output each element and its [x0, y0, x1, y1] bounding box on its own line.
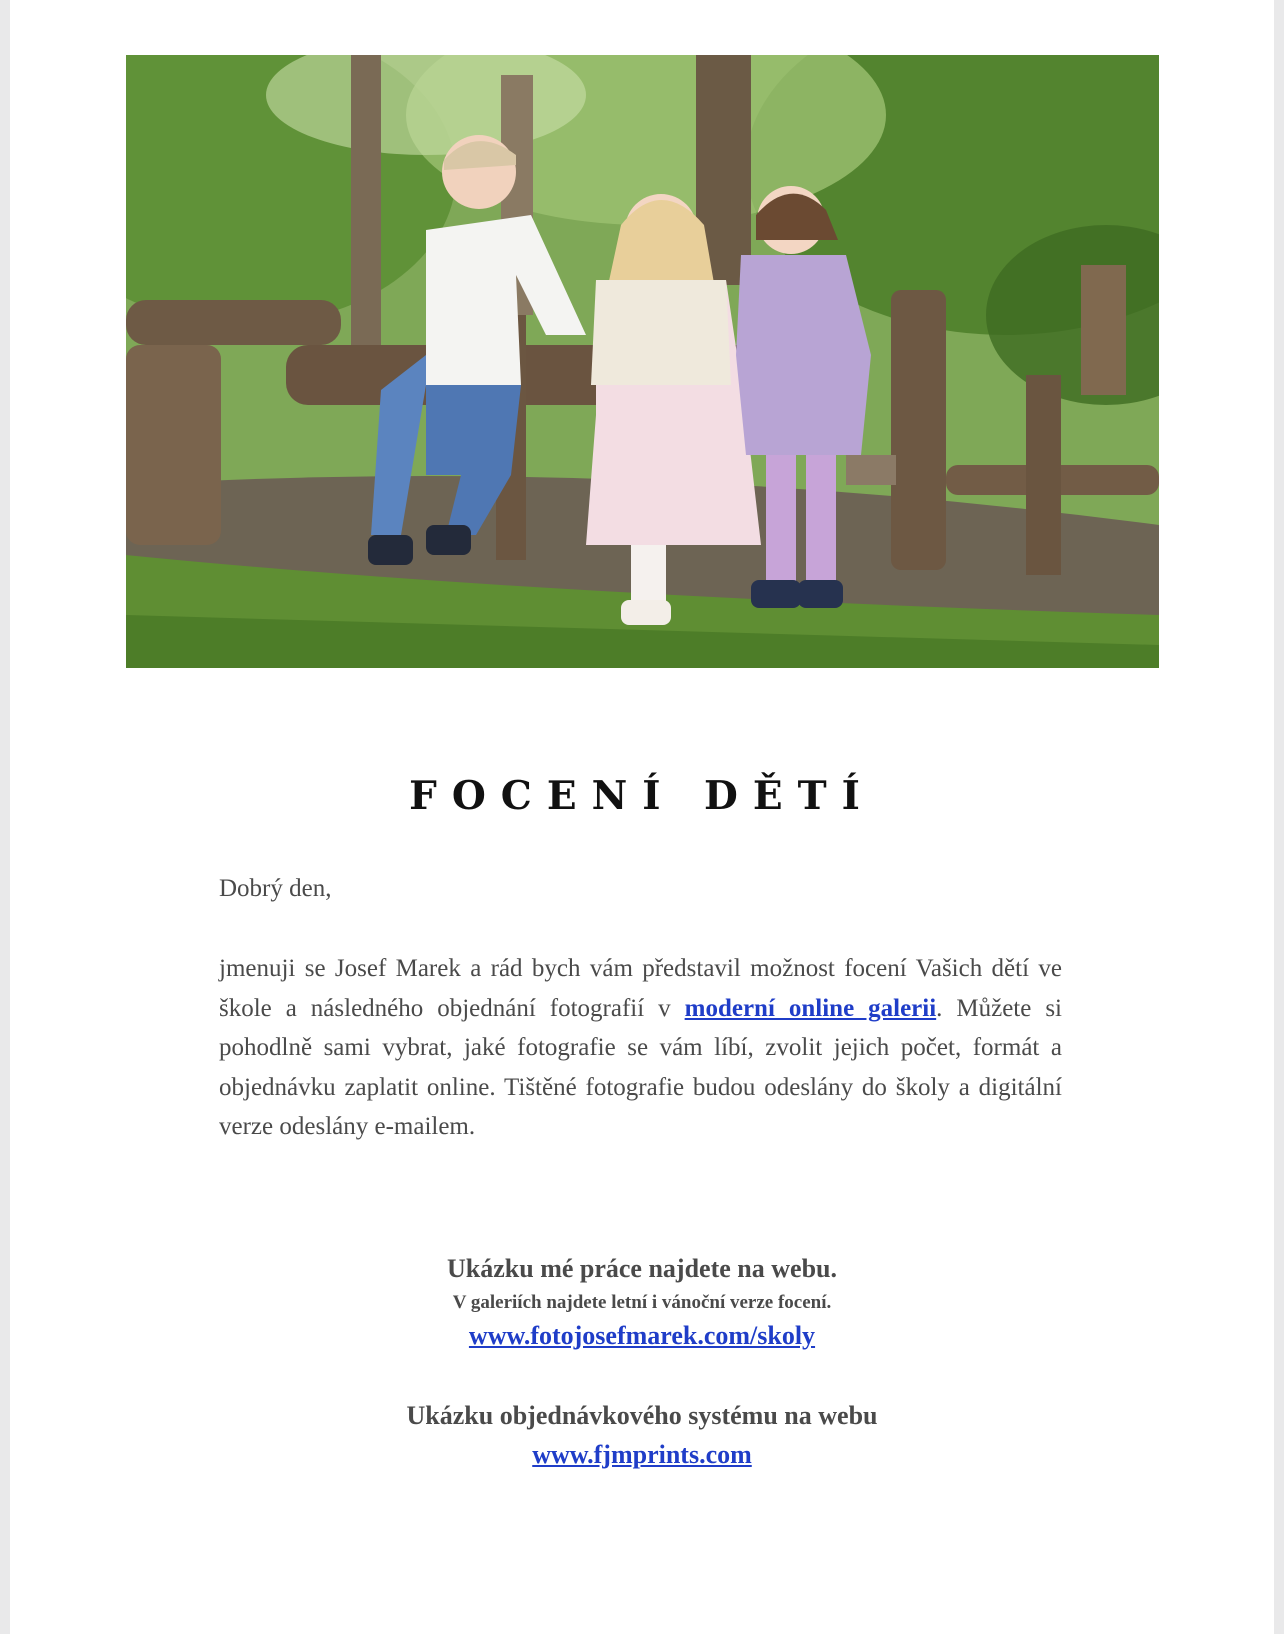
hero-photo-children — [126, 55, 1159, 668]
online-gallery-link[interactable]: moderní online galerii — [684, 994, 937, 1022]
work-heading: Ukázku mé práce najdete na webu. — [447, 1254, 837, 1283]
order-url-line — [10, 1439, 1274, 1471]
greeting: Dobrý den, — [219, 875, 332, 902]
page-title: FOCENÍ DĚTÍ — [409, 773, 875, 819]
fotojosefmarek-link[interactable]: www.fotojosefmarek.com/skoly — [468, 1321, 816, 1350]
intro-text-start: jmenuji se Josef Marek a rád bych vám představil možnost focení Vašich dětí ve škole a následného objednání fotografií v — [219, 955, 1062, 1022]
hero-photo-illustration — [126, 55, 1159, 668]
intro-text-end: . Můžete si pohodlně sami vybrat, jaké fotografie se vám líbí, zvolit jejich počet, formát a objednávku zaplatit online. Tištěné fotografie budou odeslány do školy a digitální verze odeslány e-mailem. — [219, 994, 1062, 1140]
document-page — [10, 0, 1274, 1634]
work-url-line — [10, 1320, 1274, 1352]
intro-paragraph — [219, 949, 1062, 1147]
order-system-heading: Ukázku objednávkového systému na webu — [406, 1401, 878, 1430]
fjmprints-link[interactable]: www.fjmprints.com — [532, 1440, 752, 1469]
galleries-note: V galeriích najdete letní i vánoční verze focení. — [452, 1292, 832, 1313]
